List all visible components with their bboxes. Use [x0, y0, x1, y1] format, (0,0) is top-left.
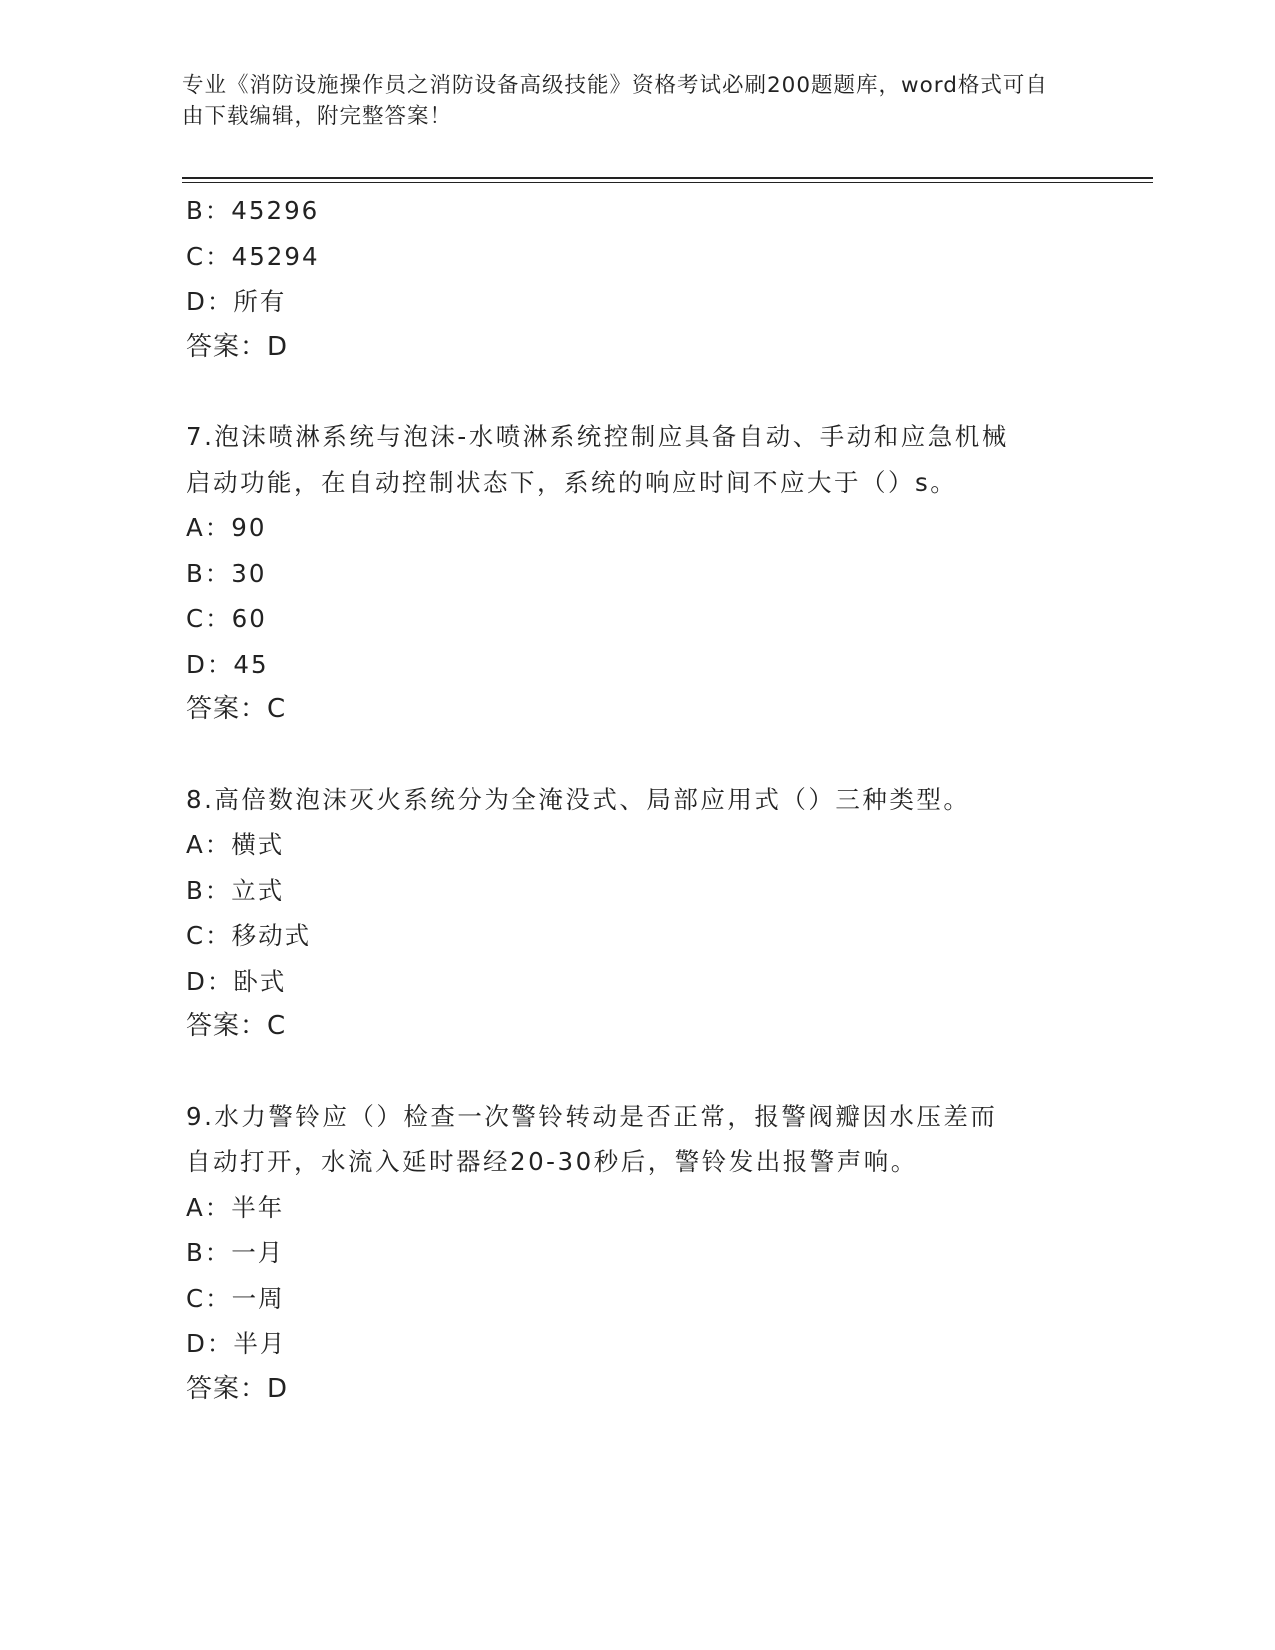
option-c: C：45294: [186, 241, 320, 271]
answer-line: 答案：C: [186, 694, 287, 724]
option-d: D：所有: [186, 287, 287, 316]
header-divider-thick: [182, 177, 1153, 179]
prev-question-tail: [186, 188, 1086, 370]
answer-line: 答案：C: [186, 1011, 287, 1041]
question-7: [186, 414, 1086, 733]
question-text-line: 启动功能，在自动控制状态下，系统的响应时间不应大于（）s。: [186, 467, 958, 497]
option-c: C：一周: [186, 1283, 285, 1313]
option-d: D：45: [186, 649, 269, 679]
question-list: [186, 188, 1086, 1412]
question-8: [186, 777, 1086, 1050]
header-title: 专业《消防设施操作员之消防设备高级技能》资格考试必刷200题题库，word格式可自由下载编辑，附完整答案！: [182, 73, 1048, 129]
answer-line: 答案：D: [186, 1373, 289, 1404]
option-b: B：45296: [186, 196, 320, 225]
option-c: C：60: [186, 604, 267, 633]
answer-line: 答案：D: [186, 331, 289, 362]
question-text-line: 自动打开，水流入延时器经20-30秒后，警铃发出报警声响。: [186, 1147, 918, 1176]
option-d: D：卧式: [186, 966, 287, 996]
option-a: A：横式: [186, 830, 285, 859]
question-text-line: 8.高倍数泡沫灭火系统分为全淹没式、局部应用式（）三种类型。: [186, 784, 971, 814]
question-text-line: 7.泡沫喷淋系统与泡沫-水喷淋系统控制应具备自动、手动和应急机械: [186, 422, 1009, 451]
question-text-line: 9.水力警铃应（）检查一次警铃转动是否正常，报警阀瓣因水压差而: [186, 1101, 998, 1131]
option-b: B：立式: [186, 875, 285, 905]
option-b: B：一月: [186, 1238, 285, 1267]
question-9: [186, 1094, 1086, 1413]
option-c: C：移动式: [186, 921, 312, 950]
option-a: A：半年: [186, 1192, 285, 1222]
option-d: D：半月: [186, 1329, 287, 1358]
option-b: B：30: [186, 558, 267, 588]
header-divider-thin: [182, 182, 1153, 183]
option-a: A：90: [186, 513, 267, 542]
document-header: [182, 70, 1062, 132]
